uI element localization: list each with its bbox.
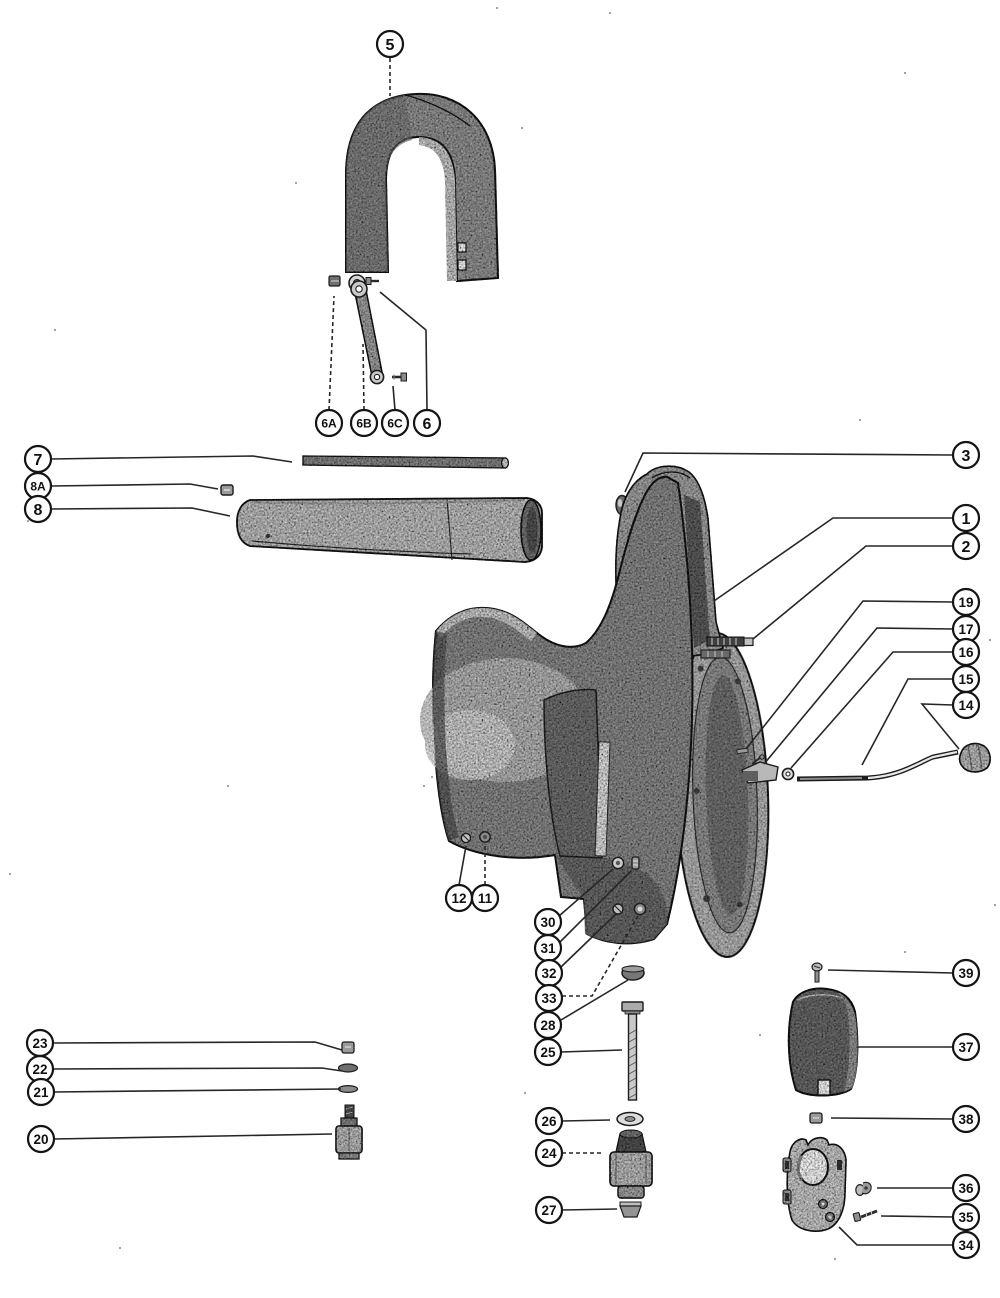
speckle bbox=[989, 639, 991, 641]
leader-line-6 bbox=[380, 292, 427, 410]
leader-line-28 bbox=[561, 980, 628, 1020]
speckle bbox=[9, 873, 11, 875]
leader-line-34 bbox=[839, 1227, 953, 1245]
callout-38 bbox=[831, 1106, 979, 1132]
parts-artwork bbox=[9, 7, 996, 1260]
callout-24 bbox=[536, 1140, 602, 1166]
screw-6c-part bbox=[392, 373, 407, 381]
callout-label-2: 2 bbox=[961, 538, 971, 556]
speckle bbox=[27, 520, 29, 522]
link-lever-part bbox=[354, 285, 382, 376]
leader-line-6B bbox=[363, 344, 364, 410]
callout-label-36: 36 bbox=[958, 1180, 974, 1196]
callout-20 bbox=[28, 1126, 332, 1152]
callout-label-7: 7 bbox=[33, 451, 43, 469]
rubber-mount-part bbox=[610, 1130, 652, 1198]
washer-26-part bbox=[617, 1113, 643, 1126]
callout-27 bbox=[536, 1197, 617, 1223]
callout-label-19: 19 bbox=[958, 594, 974, 610]
callout-12 bbox=[446, 846, 472, 911]
speckle bbox=[521, 127, 523, 129]
leader-line-26 bbox=[562, 1120, 610, 1121]
band-notch bbox=[458, 243, 466, 252]
callout-label-6C: 6C bbox=[387, 416, 403, 431]
callout-34 bbox=[839, 1227, 979, 1258]
leader-line-27 bbox=[562, 1209, 617, 1210]
clamp-link-parts bbox=[329, 275, 407, 384]
callout-36 bbox=[877, 1175, 979, 1201]
callout-label-5: 5 bbox=[385, 36, 395, 54]
callout-14 bbox=[922, 692, 979, 749]
callout-label-24: 24 bbox=[541, 1145, 557, 1161]
leader-line-22 bbox=[53, 1068, 342, 1071]
leader-line-1 bbox=[714, 518, 953, 601]
callout-label-25: 25 bbox=[540, 1044, 556, 1060]
callout-label-34: 34 bbox=[958, 1237, 974, 1253]
callout-35 bbox=[881, 1204, 979, 1230]
leader-line-38 bbox=[831, 1118, 953, 1119]
callout-8A bbox=[25, 473, 218, 499]
callout-label-6B: 6B bbox=[356, 416, 372, 431]
callout-label-1: 1 bbox=[961, 510, 971, 528]
callout-label-39: 39 bbox=[958, 965, 974, 981]
speckle bbox=[295, 182, 297, 184]
callout-23 bbox=[27, 1030, 342, 1056]
callout-6C bbox=[382, 386, 408, 436]
callout-label-31: 31 bbox=[540, 940, 556, 956]
swivel-tube-part bbox=[237, 498, 542, 562]
callout-label-15: 15 bbox=[958, 671, 974, 687]
callout-label-37: 37 bbox=[958, 1039, 974, 1055]
callout-2 bbox=[753, 533, 979, 639]
callout-label-27: 27 bbox=[541, 1202, 557, 1218]
leader-line-7 bbox=[51, 456, 292, 462]
cover-37-part bbox=[789, 989, 858, 1096]
callout-39 bbox=[828, 960, 979, 986]
flat-washer-part bbox=[339, 1086, 358, 1093]
callout-16 bbox=[791, 639, 979, 768]
speckle bbox=[834, 1258, 836, 1260]
speckle bbox=[759, 1034, 761, 1036]
cover-hardware bbox=[789, 963, 858, 1123]
callout-label-8: 8 bbox=[33, 501, 43, 519]
callout-label-8A: 8A bbox=[30, 479, 46, 494]
speckle bbox=[431, 776, 433, 778]
clamp-band-part bbox=[346, 94, 498, 281]
callout-label-38: 38 bbox=[958, 1111, 974, 1127]
leader-line-6A bbox=[329, 296, 334, 410]
callout-label-14: 14 bbox=[958, 697, 974, 713]
callout-19 bbox=[746, 589, 979, 749]
leader-line-23 bbox=[53, 1042, 342, 1050]
callout-label-17: 17 bbox=[958, 621, 974, 637]
callout-label-33: 33 bbox=[541, 990, 557, 1006]
callout-label-30: 30 bbox=[540, 914, 556, 930]
callout-1 bbox=[714, 505, 979, 601]
callout-label-21: 21 bbox=[33, 1084, 49, 1100]
leader-line-19 bbox=[746, 601, 953, 749]
speckle bbox=[119, 1247, 121, 1249]
mount-hardware-left bbox=[336, 1042, 362, 1159]
callout-label-11: 11 bbox=[477, 890, 493, 906]
leader-line-25 bbox=[561, 1050, 622, 1052]
leader-line-6C bbox=[393, 386, 395, 410]
knob-part bbox=[960, 744, 991, 772]
band-notch bbox=[458, 260, 466, 270]
nut-8a-part bbox=[221, 485, 233, 495]
screw-39-part bbox=[812, 963, 822, 982]
callout-6A bbox=[316, 296, 342, 436]
speckle bbox=[859, 419, 861, 421]
callout-37 bbox=[858, 1034, 979, 1060]
callout-label-6A: 6A bbox=[321, 416, 337, 431]
speckle bbox=[227, 785, 229, 787]
callout-label-26: 26 bbox=[541, 1113, 557, 1129]
callout-label-3: 3 bbox=[961, 447, 971, 465]
callout-17 bbox=[764, 616, 979, 764]
leader-line-21 bbox=[54, 1089, 341, 1092]
speckle bbox=[496, 7, 498, 9]
callout-label-28: 28 bbox=[540, 1017, 556, 1033]
callout-label-23: 23 bbox=[32, 1035, 48, 1051]
leader-line-2 bbox=[753, 546, 953, 639]
speckle bbox=[524, 1092, 526, 1094]
mount-stack-parts bbox=[610, 966, 652, 1217]
callout-5 bbox=[377, 31, 403, 96]
screw-35-part bbox=[853, 1210, 877, 1222]
leader-line-16 bbox=[791, 652, 953, 768]
screw-6c-top-part bbox=[366, 278, 379, 285]
callout-label-22: 22 bbox=[32, 1061, 48, 1077]
bracket-34-part bbox=[783, 1138, 846, 1231]
callout-25 bbox=[535, 1039, 622, 1065]
leader-line-15 bbox=[862, 679, 953, 765]
speckle bbox=[904, 72, 906, 74]
leader-line-17 bbox=[764, 628, 953, 764]
leader-line-8A bbox=[51, 484, 218, 489]
callout-21 bbox=[28, 1079, 341, 1105]
bracket-hardware bbox=[783, 1138, 877, 1231]
leader-line-39 bbox=[828, 970, 953, 973]
callout-label-32: 32 bbox=[541, 965, 557, 981]
leader-line-12 bbox=[459, 846, 466, 885]
leader-line-20 bbox=[54, 1134, 332, 1139]
callout-label-6: 6 bbox=[422, 415, 432, 433]
lock-rod-part bbox=[797, 752, 958, 779]
callout-label-20: 20 bbox=[33, 1131, 49, 1147]
clip-36-part bbox=[856, 1182, 871, 1195]
speckle bbox=[54, 329, 56, 331]
tilt-rod-part bbox=[303, 456, 508, 468]
speckle bbox=[904, 951, 906, 953]
callout-label-12: 12 bbox=[451, 890, 467, 906]
callout-label-16: 16 bbox=[958, 644, 974, 660]
speckle bbox=[994, 904, 996, 906]
speckle bbox=[609, 12, 611, 14]
leader-line-35 bbox=[881, 1216, 953, 1217]
leader-line-8 bbox=[51, 508, 230, 516]
rubber-mount-20-part bbox=[336, 1105, 362, 1159]
callout-7 bbox=[25, 446, 292, 472]
callout-8 bbox=[25, 496, 230, 522]
cap-nut-part bbox=[620, 1202, 641, 1217]
callout-22 bbox=[27, 1056, 342, 1082]
long-bolt-part bbox=[622, 1002, 643, 1100]
speckle bbox=[423, 785, 425, 787]
callout-26 bbox=[536, 1108, 610, 1134]
callout-label-35: 35 bbox=[958, 1209, 974, 1225]
